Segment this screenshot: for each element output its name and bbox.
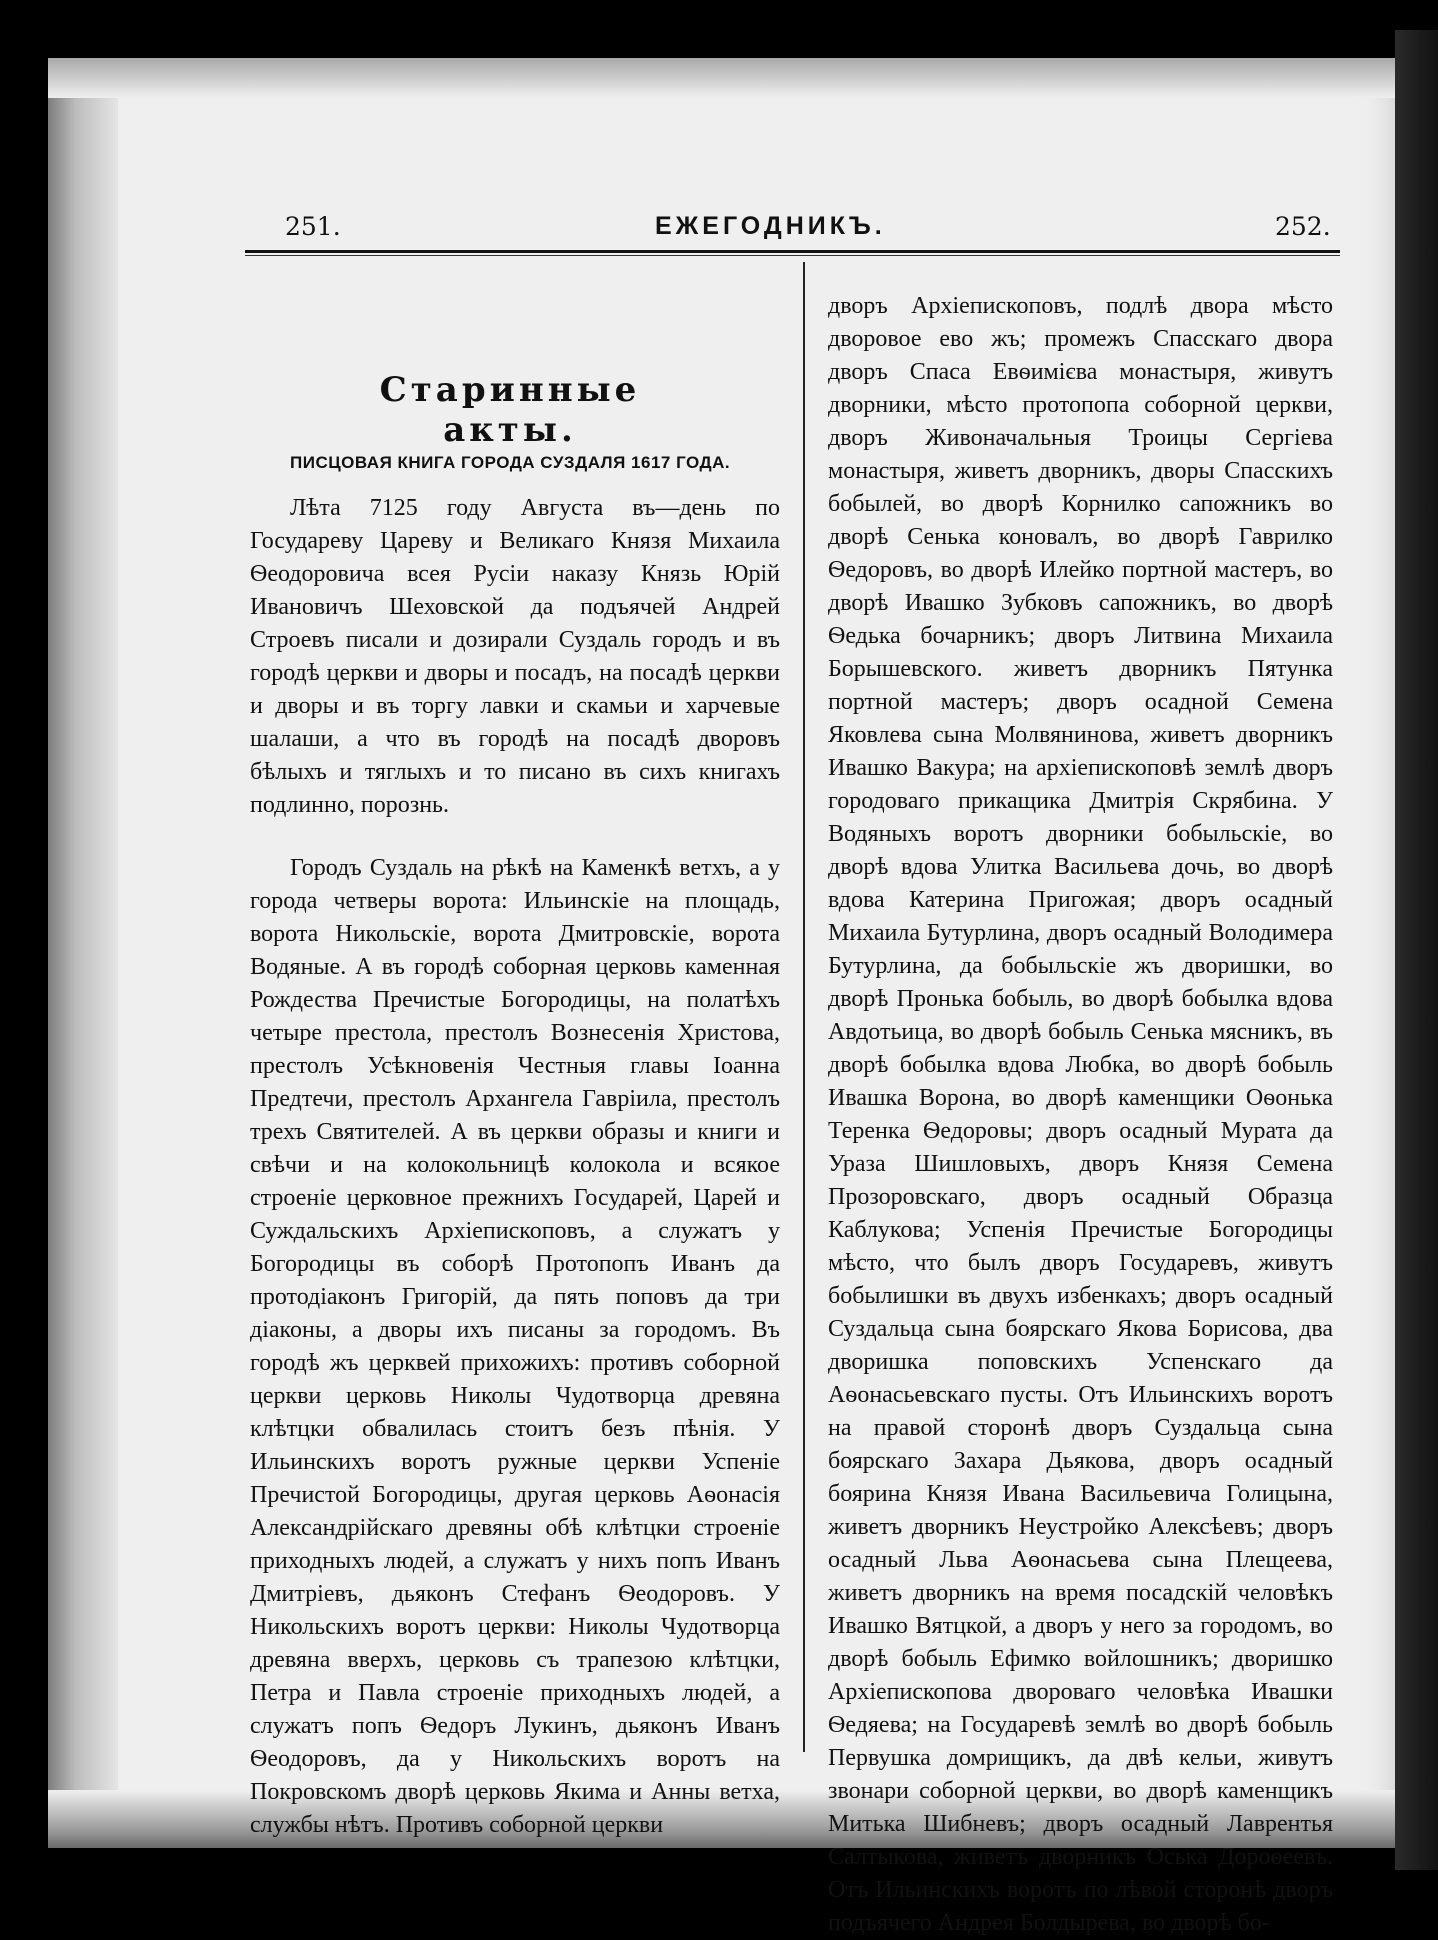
paper-top-edge bbox=[48, 58, 1403, 98]
right-column bbox=[828, 290, 1333, 1940]
left-column bbox=[250, 492, 780, 1842]
section-title: Старинные акты. bbox=[379, 370, 641, 450]
binding-shadow bbox=[1395, 30, 1438, 1870]
paragraph-continued: дворъ Архіепископовъ, подлѣ двора мѣсто дворовое ево жъ; промежъ Спасскаго двора дворъ Спаса Евѳимієва монастыря, живутъ дворники, мѣсто протопопа соборной церкви, дворъ Живоначальныя Троицы Сергіева монастыря, живетъ дворникъ, дворы Спасскихъ бобылей, во дворѣ Корнилко сапожникъ во дворѣ Сенька коновалъ, во дворѣ Гаврилко Ѳедоровъ, во дворѣ Илейко портной мастеръ, во дворѣ Ивашко Зубковъ сапожникъ, во дворѣ Ѳедька бочарникъ; дворъ Литвина Михаила Борышевского. живетъ дворникъ Пятунка портной мастеръ; дворъ осадной Семена Яковлева сына Молвянинова, живетъ дворникъ Ивашко Вакура; на архіепископовѣ землѣ дворъ городоваго прикащика Дмитрія Скрябина. У Водяныхъ воротъ дворники бобыльскіе, во дворѣ вдова Улитка Васильева дочь, во дворѣ вдова Катерина Пригожая; дворъ осадный Михаила Бутурлина, дворъ осадный Володимера Бутурлина, да бобыльскіе жъ дворишки, во дворѣ Пронька бобыль, во дворѣ бобылка вдова Авдотьица, во дворѣ бобыль Сенька мясникъ, въ дворѣ бобылка вдова Любка, во дворѣ бобыль Ивашка Ворона, во дворѣ каменщики Оѳонька Теренка Ѳедоровы; дворъ осадный Мурата да Ураза Шишловыхъ, дворъ Князя Семена Прозоровскаго, дворъ осадный Образца Каблукова; Успенія Пречистые Богородицы мѣсто, что былъ дворъ Государевъ, живутъ бобылишки въ двухъ избенкахъ; дворъ осадный Суздальца сына боярскаго Якова Борисова, два дворишка поповскихъ Успенскаго да Аѳонасьевскаго пусты. Отъ Ильинскихъ воротъ на правой сторонѣ дворъ Суздальца сына боярскаго Захара Дьякова, дворъ осадный боярина Князя Ивана Васильевича Голицына, живетъ дворникъ Неустройко Алексѣевъ; дворъ осадный Льва Аѳонасьева сына Плещеева, живетъ дворникъ на время посадскій человѣкъ Ивашко Вятцкой, а дворъ у него за городомъ, во дворѣ бобыль Ефимко войлошникъ; дворишко Архіепископова двороваго человѣка Ивашки Ѳедяева; на Государевѣ землѣ во дворѣ бобыль Первушка домрищикъ, да двѣ кельи, живутъ звонари соборной церкви, во дворѣ каменщикъ Митька Шибневъ; дворъ осадный Лаврентья Салтыкова, живетъ дворникъ Оська Дороѳеевъ. Отъ Ильинскихъ воротъ по лѣвой сторонѣ дворъ подъячего Андрея Болдырева, во дворѣ бо- bbox=[828, 293, 1333, 1936]
running-header bbox=[245, 212, 1330, 252]
paper-left-edge bbox=[48, 58, 118, 1848]
page-number-right: 252. bbox=[1275, 212, 1331, 241]
header-rule bbox=[245, 250, 1340, 253]
document-subtitle: ПИСЦОВАЯ КНИГА ГОРОДА СУЗДАЛЯ 1617 ГОДА. bbox=[290, 453, 731, 472]
paragraph-city: Городъ Суздаль на рѣкѣ на Каменкѣ ветхъ, а у города четверы ворота: Ильинскіе на площадь, ворота Никольскіе, ворота Дмитровскіе, ворота Водяные. А въ городѣ соборная церковь каменная Рождества Пречистые Богородицы, на полатѣхъ четыре престола, престолъ Вознесенія Христова, престолъ Усѣкновенія Честныя главы Іоанна Предтечи, престолъ Архангела Гавріила, престолъ трехъ Святителей. А въ церкви образы и книги и свѣчи и на колокольницѣ колокола и всякое строеніе церковное прежнихъ Государей, Царей и Суждальскихъ Архіепископовъ, а служатъ у Богородицы въ соборѣ Протопопъ Иванъ да протодіаконъ Григорій, да пять поповъ да три діаконы, а дворы ихъ писаны за городомъ. Въ городѣ жъ церквей прихожихъ: противъ соборной церкви церковь Николы Чудотворца древяна клѣтцки обвалилась стоитъ безъ пѣнія. У Ильинскихъ воротъ ружные церкви Успеніе Пречистой Богородицы, другая церковь Аѳонасія Александрійскаго древяны обѣ клѣтцки строеніе приходныхъ людей, а служатъ у нихъ попъ Иванъ Дмитріевъ, дьяконъ Стефанъ Ѳеодоровъ. У Никольскихъ воротъ церкви: Николы Чудотворца древяна вверхъ, церковь съ трапезою клѣтцки, Петра и Павла строеніе приходныхъ людей, а служатъ попъ Ѳедоръ Лукинъ, дьяконъ Иванъ Ѳеодоровъ, да у Никольскихъ воротъ на Покровскомъ дворѣ церковь Якима и Анны ветха, службы нѣтъ. Противъ соборной церкви bbox=[250, 855, 780, 1838]
paragraph-intro: Лѣта 7125 году Августа въ—день по Государеву Цареву и Великаго Князя Михаила Ѳеодоровича всея Русіи наказу Князь Юрій Ивановичъ Шеховской да подъячей Андрей Строевъ писали и дозирали Суздаль городъ и въ городѣ церкви и дворы и посадъ, на посадѣ церкви и дворы и въ торгу лавки и скамьи и харчевые шалаши, а что въ городѣ на посадѣ дворовъ бѣлыхъ и тяглыхъ и то писано въ сихъ книгахъ подлинно, порознь. bbox=[250, 495, 780, 818]
column-divider bbox=[803, 262, 805, 1752]
page-number-left: 251. bbox=[285, 212, 341, 241]
running-title: ЕЖЕГОДНИКЪ. bbox=[655, 212, 886, 240]
header-rule-thin bbox=[245, 255, 1340, 256]
